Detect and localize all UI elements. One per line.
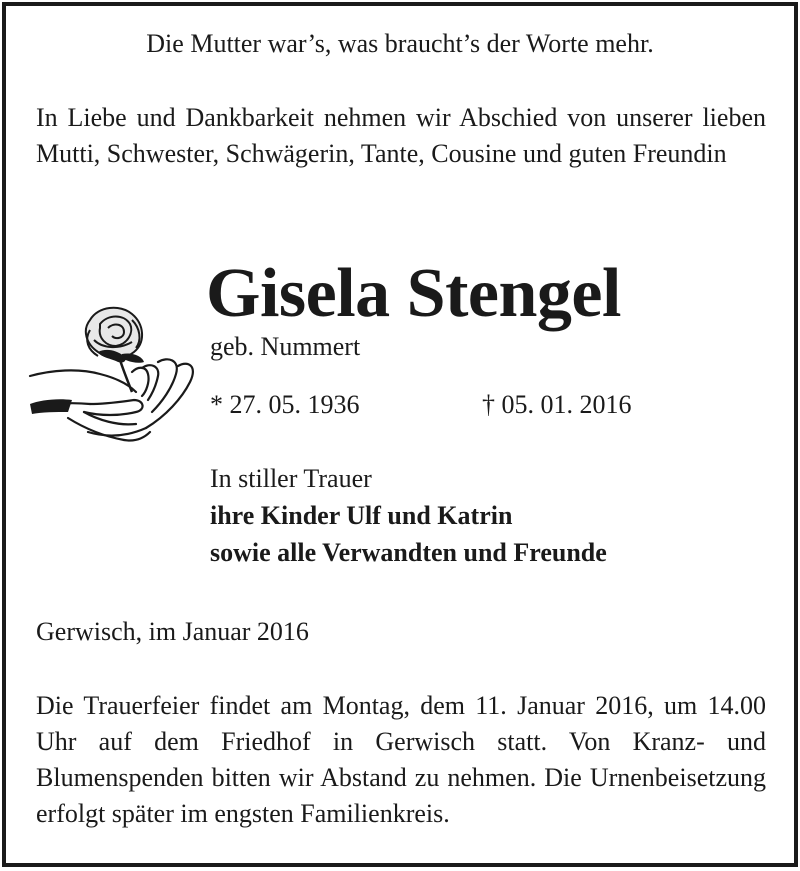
mourners-relatives: sowie alle Verwandten und Freunde [210,538,607,567]
death-date: † 05. 01. 2016 [482,390,632,419]
rose-in-hands-icon [28,300,208,446]
mourners-intro: In stiller Trauer [210,464,372,493]
place-date: Gerwisch, im Januar 2016 [36,617,309,646]
epigraph: Die Mutter war’s, was braucht’s der Worte mehr. [146,29,654,58]
intro-text: In Liebe und Dankbarkeit nehmen wir Abschied von unserer lieben Mutti, Schwester, Schwägerin, Tante, Cousine und guten Freundin [36,103,766,168]
obituary-notice [2,2,798,867]
birth-date: * 27. 05. 1936 [210,390,360,419]
mourners-block [210,460,770,571]
deceased-name: Gisela Stengel [206,255,621,332]
funeral-info: Die Trauerfeier findet am Montag, dem 11. Januar 2016, um 14.00 Uhr auf dem Friedhof in Gerwisch statt. Von Kranz- und Blumenspenden bitten wir Abstand zu nehmen. Die Urnenbeisetzung erfolgt später im engsten Familienkreis. [36,691,766,828]
maiden-name: geb. Nummert [210,332,361,361]
mourners-children: ihre Kinder Ulf und Katrin [210,501,513,530]
